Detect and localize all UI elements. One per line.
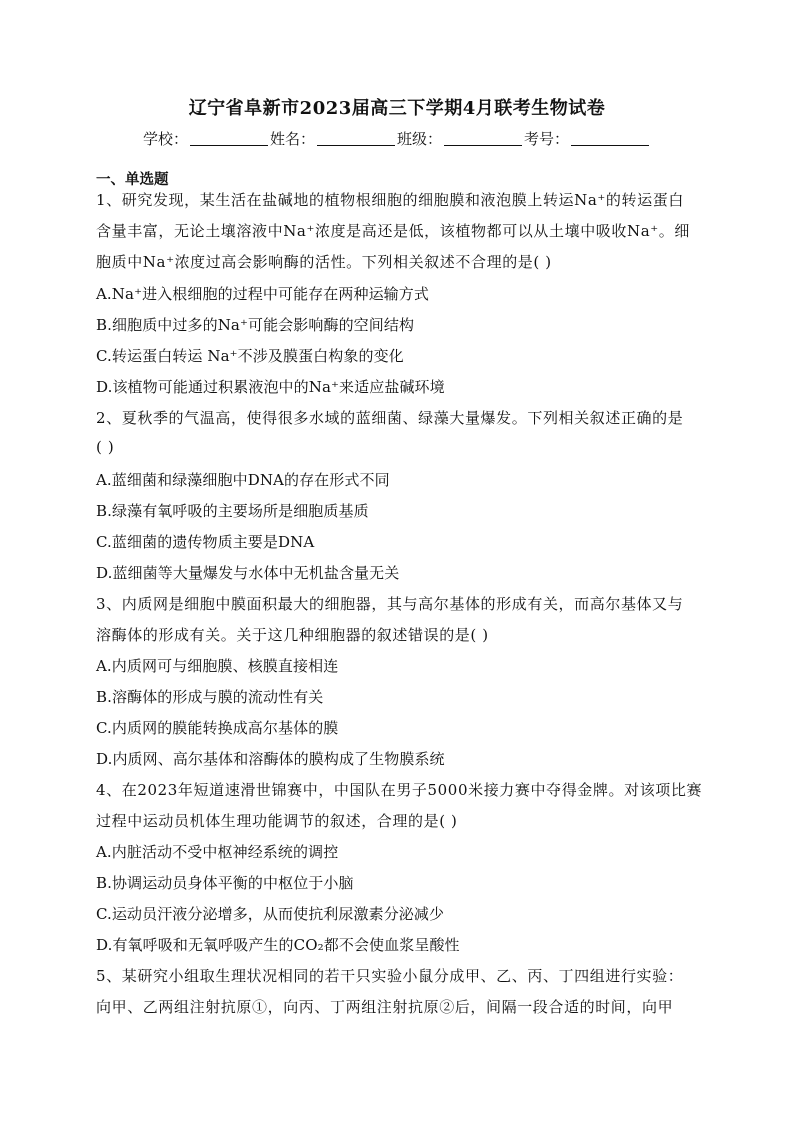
q4-option-d: D.有氧呼吸和无氧呼吸产生的CO₂都不会使血浆呈酸性: [96, 936, 460, 954]
q2-option-a: A.蓝细菌和绿藻细胞中DNA的存在形式不同: [96, 471, 390, 489]
name-label: 姓名：: [269, 130, 315, 148]
q1-option-b: B.细胞质中过多的Na⁺可能会影响酶的空间结构: [96, 316, 415, 334]
q2-option-b: B.绿藻有氧呼吸的主要场所是细胞质基质: [96, 502, 369, 520]
q3-stem-line2: 溶酶体的形成有关。关于这几种细胞器的叙述错误的是( ): [96, 626, 489, 644]
q3-option-a: A.内质网可与细胞膜、核膜直接相连: [96, 657, 339, 675]
q3-stem-line1: 3、内质网是细胞中膜面积最大的细胞器，其与高尔基体的形成有关，而高尔基体又与: [96, 595, 684, 613]
class-label: 班级：: [397, 130, 443, 148]
school-blank[interactable]: [190, 131, 268, 146]
q1-stem-line1: 1、研究发现，某生活在盐碱地的植物根细胞的细胞膜和液泡膜上转运Na⁺的转运蛋白: [96, 191, 684, 209]
exam-number-blank[interactable]: [571, 131, 649, 146]
q5-stem-line1: 5、某研究小组取生理状况相同的若干只实验小鼠分成甲、乙、丙、丁四组进行实验：: [96, 967, 684, 985]
name-blank[interactable]: [317, 131, 395, 146]
q3-option-d: D.内质网、高尔基体和溶酶体的膜构成了生物膜系统: [96, 750, 445, 768]
q5-stem-line2: 向甲、乙两组注射抗原①，向丙、丁两组注射抗原②后，间隔一段合适的时间，向甲: [96, 998, 674, 1016]
q2-option-c: C.蓝细菌的遗传物质主要是DNA: [96, 533, 315, 551]
q4-option-a: A.内脏活动不受中枢神经系统的调控: [96, 843, 339, 861]
q1-option-a: A.Na⁺进入根细胞的过程中可能存在两种运输方式: [96, 285, 429, 303]
q4-stem-line1: 4、在2023年短道速滑世锦赛中，中国队在男子5000米接力赛中夺得金牌。对该项比赛: [96, 781, 703, 799]
section-heading: 一、单选题: [96, 171, 169, 188]
class-blank[interactable]: [444, 131, 522, 146]
q3-option-c: C.内质网的膜能转换成高尔基体的膜: [96, 719, 339, 737]
school-label: 学校：: [142, 130, 188, 148]
q1-stem-line2: 含量丰富，无论土壤溶液中Na⁺浓度是高还是低，该植物都可以从土壤中吸收Na⁺。细: [96, 222, 690, 240]
q2-stem-line2: ( ): [96, 438, 115, 456]
q1-stem-line3: 胞质中Na⁺浓度过高会影响酶的活性。下列相关叙述不合理的是( ): [96, 253, 552, 271]
q1-option-c: C.转运蛋白转运 Na⁺不涉及膜蛋白构象的变化: [96, 347, 404, 365]
student-info-row: [0, 128, 794, 149]
q1-option-d: D.该植物可能通过积累液泡中的Na⁺来适应盐碱环境: [96, 378, 445, 396]
page-title: 辽宁省阜新市2023届高三下学期4月联考生物试卷: [188, 98, 606, 119]
exam-number-label: 考号：: [524, 130, 570, 148]
q3-option-b: B.溶酶体的形成与膜的流动性有关: [96, 688, 324, 706]
q2-option-d: D.蓝细菌等大量爆发与水体中无机盐含量无关: [96, 564, 400, 582]
q4-stem-line2: 过程中运动员机体生理功能调节的叙述，合理的是( ): [96, 812, 458, 830]
q2-stem-line1: 2、夏秋季的气温高，使得很多水域的蓝细菌、绿藻大量爆发。下列相关叙述正确的是: [96, 409, 684, 427]
q4-option-b: B.协调运动员身体平衡的中枢位于小脑: [96, 874, 354, 892]
q4-option-c: C.运动员汗液分泌增多，从而使抗利尿激素分泌减少: [96, 905, 445, 923]
